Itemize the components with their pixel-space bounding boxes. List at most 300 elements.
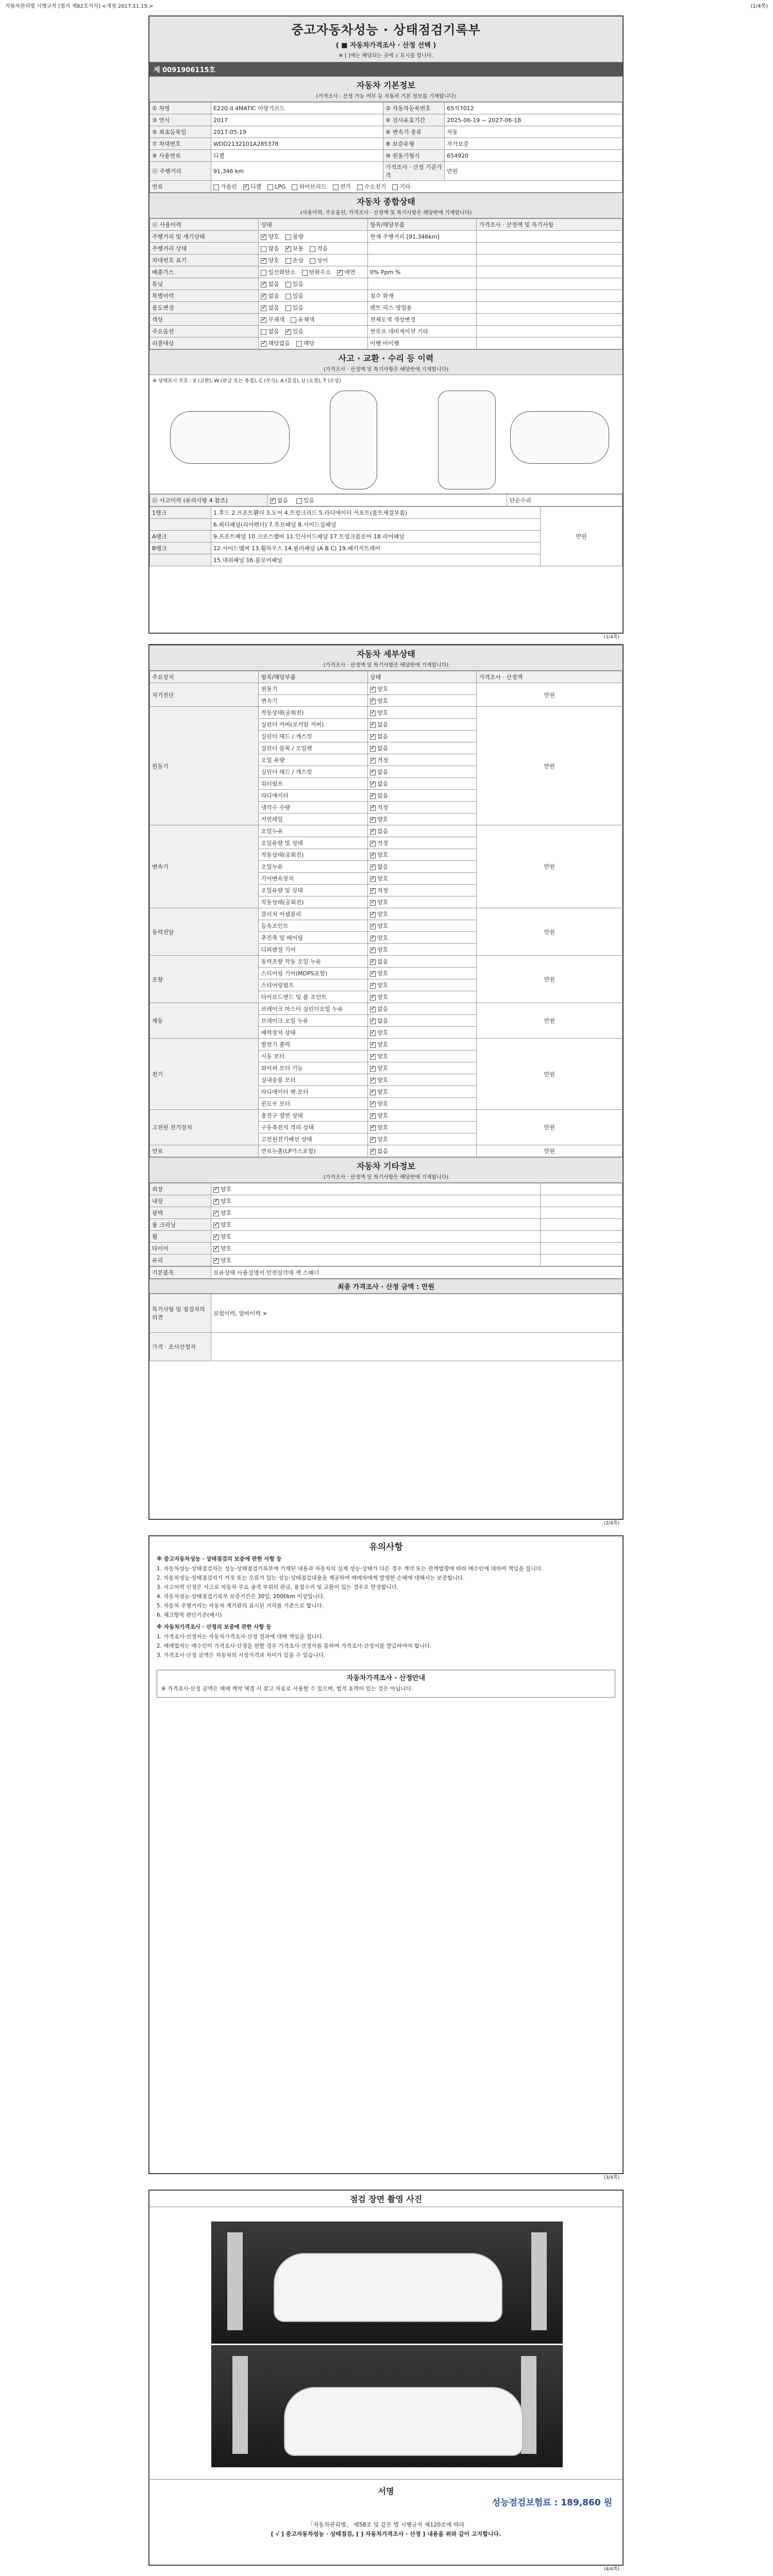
detail-status: 양호 xyxy=(377,1112,389,1119)
total-title: 최종 가격조사 · 산정 금액 xyxy=(337,1283,414,1291)
summary-checkbox[interactable] xyxy=(310,258,315,264)
detail-checkbox[interactable] xyxy=(370,853,376,858)
detail-checkbox[interactable] xyxy=(370,1030,376,1036)
sign-title: 서명 xyxy=(378,2486,394,2496)
summary-checkbox[interactable] xyxy=(296,341,302,347)
summary-head: 상태 xyxy=(259,219,367,231)
basic-row xyxy=(150,162,623,181)
fuel-label: 디젤 xyxy=(250,183,262,190)
rank2-items: 6.쿼터패널(리어펜더) 7.루프패널 8.사이드실패널 xyxy=(211,519,541,531)
detail-item: 동력조향 작동 오일 누유 xyxy=(259,956,367,968)
detail-status: 없음 xyxy=(377,1006,389,1012)
summary-head: 항목/해당부품 xyxy=(367,219,476,231)
detail-row: 변속기 오일누유 ✓ 없음 만원 xyxy=(150,825,623,837)
other-status: 양호 xyxy=(221,1186,232,1193)
accident-section-header xyxy=(149,349,623,375)
detail-checkbox[interactable] xyxy=(370,995,376,1001)
detail-checkbox[interactable] xyxy=(370,983,376,989)
detail-checkbox[interactable] xyxy=(370,1066,376,1072)
notice-title: 유의사항 xyxy=(369,1542,403,1552)
summary-option: 없음 xyxy=(268,293,279,299)
detail-row: 조향 동력조향 작동 오일 누유 ✓ 없음 만원 xyxy=(150,956,623,968)
detail-item: 와이퍼 모터 기능 xyxy=(259,1062,367,1074)
fuel-checkbox[interactable] xyxy=(357,184,363,190)
detail-checkbox[interactable] xyxy=(370,1125,376,1131)
summary-checkbox[interactable] xyxy=(261,270,266,276)
page-number-3: (3/4쪽) xyxy=(603,2175,619,2180)
detail-status: 적정 xyxy=(377,840,389,846)
detail-status: 없음 xyxy=(377,828,389,835)
detail-status: 양호 xyxy=(377,709,389,716)
summary-extra: 전체도색 색상변경 xyxy=(367,314,476,326)
b-rank-label: B랭크 xyxy=(150,543,211,554)
summary-extra: 썬루프 네비게이션 기타 xyxy=(367,326,476,337)
other-checkbox[interactable] xyxy=(213,1234,219,1240)
other-table xyxy=(149,1183,623,1266)
page-2 xyxy=(148,644,624,1526)
notice-item-2: 3. 가격조사·산정 금액은 자동차의 시장가격과 차이가 있을 수 있습니다. xyxy=(157,1652,326,1658)
detail-status: 양호 xyxy=(377,875,389,882)
summary-checkbox[interactable] xyxy=(291,317,296,323)
summary-checkbox[interactable] xyxy=(302,270,308,276)
notice-block xyxy=(149,1536,623,1701)
detail-status: 없음 xyxy=(377,781,389,787)
fuel-checkbox[interactable] xyxy=(292,184,297,190)
detail-checkbox[interactable] xyxy=(370,936,376,941)
detail-item: 오일유량 및 상태 xyxy=(259,885,367,896)
detail-row: 원동기 작동상태(공회전) ✓ 양호 만원 xyxy=(150,707,623,719)
summary-checkbox[interactable] xyxy=(285,306,291,311)
detail-checkbox[interactable] xyxy=(370,710,376,716)
summary-checkbox[interactable] xyxy=(261,306,266,311)
basic-row xyxy=(150,103,623,114)
summary-extra xyxy=(367,278,476,290)
fuel-label: LPG xyxy=(275,183,286,190)
summary-option: 보통 xyxy=(292,245,304,252)
other-key: 타이어 xyxy=(150,1243,211,1255)
summary-extra xyxy=(367,243,476,255)
accident-table xyxy=(149,494,623,506)
page-3 xyxy=(148,1535,624,2180)
detail-checkbox[interactable] xyxy=(370,1007,376,1012)
detail-checkbox[interactable] xyxy=(370,817,376,823)
detail-item: 작동상태(공회전) xyxy=(259,849,367,861)
record-number: 제 0091906115호 xyxy=(149,62,623,76)
detail-row: 자기진단 원동기 ✓ 양호 만원 xyxy=(150,683,623,695)
detail-item: 스티어링펌프 xyxy=(259,979,367,991)
detail-checkbox[interactable] xyxy=(370,912,376,918)
basic-value-2: 자가보증 xyxy=(445,138,623,150)
summary-checkbox[interactable] xyxy=(310,246,315,252)
detail-status: 양호 xyxy=(377,982,389,989)
detail-status: 양호 xyxy=(377,911,389,918)
page-1 xyxy=(148,15,624,640)
basic-key-2: ⑩ 원동기형식 xyxy=(383,150,445,162)
other-checkbox[interactable] xyxy=(213,1223,219,1228)
special-label: 특기사항 및 점검자의 의견 xyxy=(150,1294,211,1333)
summary-head: ⑪ 사용이력 xyxy=(150,219,259,231)
basic-key-2: ⑧ 보증유형 xyxy=(383,138,445,150)
summary-option: 양호 xyxy=(268,233,279,240)
detail-checkbox[interactable] xyxy=(370,959,376,965)
summary-option: 일산화탄소 xyxy=(268,269,296,276)
detail-checkbox[interactable] xyxy=(370,1019,376,1024)
basic-key-2: ② 자동차등록번호 xyxy=(383,103,445,114)
summary-option: 손상 xyxy=(292,257,304,264)
basic-key: ⑤ 최초등록일 xyxy=(150,126,211,138)
summary-checkbox[interactable] xyxy=(285,329,291,335)
accident-sub: (가격조사 · 산정액 및 특기사항은 해당란에 기재합니다) xyxy=(323,367,449,372)
insurance-fee: 성능점검보험료 : 189,860 원 xyxy=(492,2498,612,2508)
detail-checkbox[interactable] xyxy=(370,1090,376,1095)
detail-title: 자동차 세부상태 xyxy=(357,649,415,659)
detail-item: 배력장치 상태 xyxy=(259,1027,367,1039)
detail-group: 제동 xyxy=(150,1003,259,1039)
detail-checkbox[interactable] xyxy=(370,865,376,870)
summary-option: 해당없음 xyxy=(268,340,290,347)
detail-item: 타이로드엔드 및 볼 조인트 xyxy=(259,991,367,1003)
b-rank-items: 12.사이드멤버 13.휠하우스 14.필러패널 (A B C) 19.패키지트레이 xyxy=(211,543,541,554)
other-key: 광택 xyxy=(150,1207,211,1219)
detail-group: 연료 xyxy=(150,1145,259,1157)
summary-checkbox[interactable] xyxy=(261,282,266,287)
detail-item: 스티어링 기어(MDPS포함) xyxy=(259,968,367,979)
summary-option: 있음 xyxy=(292,293,304,299)
basic-value: 91,346 km xyxy=(211,162,383,181)
c-rank-items: 15.대쉬패널 16.플로어패널 xyxy=(211,554,541,566)
other-row xyxy=(150,1243,623,1255)
summary-option: 탄화수소 xyxy=(309,269,331,276)
fuel-checkbox[interactable] xyxy=(243,184,249,190)
basic-key: ⑨ 사용연료 xyxy=(150,150,211,162)
detail-section-header xyxy=(149,645,623,671)
detail-item: 등속조인트 xyxy=(259,920,367,932)
detail-checkbox[interactable] xyxy=(370,782,376,787)
detail-row: 동력전달 클러치 어셈블리 ✓ 양호 만원 xyxy=(150,908,623,920)
summary-row xyxy=(150,278,623,290)
other-status: 양호 xyxy=(221,1198,232,1205)
detail-status: 양호 xyxy=(377,946,389,953)
doc-title: 중고자동차성능 · 상태점검기록부 xyxy=(291,23,481,37)
basic-value-2: 2025-06-19 ~ 2027-06-18 xyxy=(445,114,623,126)
basic-value: 2017-05-19 xyxy=(211,126,383,138)
detail-checkbox[interactable] xyxy=(370,1137,376,1143)
summary-checkbox[interactable] xyxy=(261,329,266,335)
detail-item: 오일누유 xyxy=(259,861,367,873)
basic-value: 2017 xyxy=(211,114,383,126)
declaration-line-1: 「자동차관리법」 제58조 및 같은 법 시행규칙 제120조에 따라 xyxy=(307,2521,465,2528)
history-none-checkbox[interactable] xyxy=(270,498,276,504)
page-count: (1/4쪽) xyxy=(750,4,768,9)
car-side-left xyxy=(170,411,290,464)
detail-checkbox[interactable] xyxy=(370,699,376,704)
page-4 xyxy=(148,2190,624,2572)
summary-row xyxy=(150,255,623,266)
detail-group: 전기 xyxy=(150,1039,259,1110)
detail-checkbox[interactable] xyxy=(370,746,376,752)
summary-row xyxy=(150,326,623,337)
detail-status: 양호 xyxy=(377,970,389,977)
summary-option: 유채색 xyxy=(298,316,315,323)
other-row xyxy=(150,1207,623,1219)
summary-option: 해당 xyxy=(303,340,315,347)
summary-key: 용도변경 xyxy=(150,302,259,314)
summary-option: 적음 xyxy=(317,245,328,252)
fuel-checkbox[interactable] xyxy=(213,184,219,190)
basic-row xyxy=(150,150,623,162)
inspector-label: 가격 · 조사산정자 xyxy=(150,1333,211,1361)
other-sub: (가격조사 · 산정액 및 특기사항은 해당란에 기재합니다) xyxy=(323,1175,449,1180)
detail-status: 양호 xyxy=(377,1029,389,1036)
other-checkbox[interactable] xyxy=(213,1199,219,1205)
detail-item: 오일유량 및 상태 xyxy=(259,837,367,849)
detail-status: 양호 xyxy=(377,1041,389,1048)
summary-option: 없음 xyxy=(268,281,279,287)
declaration-line-2: [ √ ] 중고자동차성능 · 상태점검, [ ] 자동차가격조사 · 산정 ] 내용을 위와 같이 고지합니다. xyxy=(271,2531,501,2537)
doc-header xyxy=(149,16,623,62)
summary-row xyxy=(150,266,623,278)
notice-h3: 자동차가격조사 · 산정안내 xyxy=(346,1674,426,1682)
detail-status: 없음 xyxy=(377,958,389,965)
detail-status: 적정 xyxy=(377,757,389,764)
photos-title: 점검 장면 촬영 사진 xyxy=(349,2194,423,2204)
summary-option: 불량 xyxy=(292,233,304,240)
history-label: ⑫ 사고이력 (유의사항 4 참조) xyxy=(150,495,268,506)
other-checkbox[interactable] xyxy=(213,1211,219,1216)
detail-item: 기어변속장치 xyxy=(259,873,367,885)
detail-status: 없음 xyxy=(377,769,389,775)
summary-table xyxy=(149,218,623,349)
summary-checkbox[interactable] xyxy=(337,270,343,276)
detail-status: 없음 xyxy=(377,792,389,799)
detail-item: 브레이크 오일 누유 xyxy=(259,1015,367,1027)
detail-item: 고전원전기배선 상태 xyxy=(259,1133,367,1145)
detail-status: 양호 xyxy=(377,1136,389,1143)
summary-checkbox[interactable] xyxy=(285,246,291,252)
detail-checkbox[interactable] xyxy=(370,770,376,775)
summary-key: 색상 xyxy=(150,314,259,326)
history-options xyxy=(268,495,507,506)
summary-extra: 0% Ppm % xyxy=(367,266,476,278)
summary-checkbox[interactable] xyxy=(261,234,266,240)
detail-checkbox[interactable] xyxy=(370,876,376,882)
other-status: 양호 xyxy=(221,1222,232,1228)
detail-status: 적정 xyxy=(377,804,389,811)
detail-status: 양호 xyxy=(377,816,389,823)
car-diagram xyxy=(149,385,623,494)
detail-group: 조향 xyxy=(150,956,259,1003)
detail-status: 양호 xyxy=(377,899,389,906)
notice-item: 1. 자동차성능·상태점검자는 성능·상태점검기록부에 기재된 내용과 자동차의 실제 성능·상태가 다른 경우 계약 또는 관계법령에 따라 매수인에 대하여 책임을 집니다. xyxy=(157,1566,543,1572)
doc-note: ※ [ ]에는 해당되는 곳에 √ 표시를 합니다. xyxy=(339,53,433,59)
notice-box xyxy=(157,1670,615,1698)
summary-option: 없음 xyxy=(268,328,279,335)
basic-row xyxy=(150,114,623,126)
other-row xyxy=(150,1195,623,1207)
special-text: 보험이력, 압바이력 × xyxy=(211,1294,623,1333)
page-number-1: (1/4쪽) xyxy=(603,635,619,640)
inspection-photo-2 xyxy=(211,2345,563,2467)
detail-checkbox[interactable] xyxy=(370,1078,376,1083)
detail-checkbox[interactable] xyxy=(370,841,376,846)
other-row xyxy=(150,1219,623,1231)
rank1-label: 1랭크 xyxy=(150,507,211,519)
basic-key-2: ⑥ 변속기 종류 xyxy=(383,126,445,138)
summary-checkbox[interactable] xyxy=(285,234,291,240)
detail-checkbox[interactable] xyxy=(370,734,376,740)
detail-item: 라디에이터 팬 모터 xyxy=(259,1086,367,1098)
summary-checkbox[interactable] xyxy=(261,246,266,252)
summary-checkbox[interactable] xyxy=(285,282,291,287)
summary-checkbox[interactable] xyxy=(285,294,291,299)
detail-group: 고전원 전기장치 xyxy=(150,1110,259,1145)
detail-checkbox[interactable] xyxy=(370,971,376,977)
summary-option: 없음 xyxy=(268,304,279,311)
detail-item: 변속기 xyxy=(259,695,367,707)
rank1-items: 1.후드 2.프론트휀더 3.도어 4.트렁크리드 5.라디에이터 서포트(볼트체결부품) xyxy=(211,507,541,519)
detail-status: 양호 xyxy=(377,1065,389,1072)
other-checkbox[interactable] xyxy=(213,1258,219,1264)
summary-row xyxy=(150,337,623,349)
other-row xyxy=(150,1231,623,1243)
accident-legend: ※ 상태표시 부호 : X (교환), W (판금 또는 용접), C (부식), A (흠집), U (요철), T (손상) xyxy=(153,378,341,384)
detail-status: 양호 xyxy=(377,1077,389,1083)
detail-item: 실린더 헤드 / 개스킷 xyxy=(259,731,367,742)
detail-item: 구동축전지 격리 상태 xyxy=(259,1122,367,1133)
photos-header xyxy=(149,2191,623,2207)
other-key: 외장 xyxy=(150,1183,211,1195)
detail-item: 냉각수 수량 xyxy=(259,802,367,814)
page-number-4: (4/4쪽) xyxy=(603,2567,619,2572)
detail-status: 적정 xyxy=(377,887,389,894)
detail-checkbox[interactable] xyxy=(370,924,376,929)
detail-item: 실린더 헤드 / 개스킷 xyxy=(259,766,367,778)
other-checkbox[interactable] xyxy=(213,1187,219,1193)
summary-checkbox[interactable] xyxy=(261,258,266,264)
summary-key: 특별이력 xyxy=(150,290,259,302)
summary-checkbox[interactable] xyxy=(261,294,266,299)
notice-list-1 xyxy=(157,1565,615,1619)
detail-checkbox[interactable] xyxy=(370,829,376,835)
detail-sub: (가격조사 · 산정액 및 특기사항은 해당란에 기재합니다) xyxy=(323,663,449,668)
summary-checkbox[interactable] xyxy=(285,258,291,264)
detail-checkbox[interactable] xyxy=(370,1113,376,1119)
history-none-label: 없음 xyxy=(277,497,289,504)
basic-title: 자동차 기본정보 xyxy=(357,80,415,90)
detail-checkbox[interactable] xyxy=(370,793,376,799)
detail-group: 자기진단 xyxy=(150,683,259,707)
fuel-checkbox[interactable] xyxy=(392,184,398,190)
other-key: 룸 크리닝 xyxy=(150,1219,211,1231)
detail-item: 오일누유 xyxy=(259,825,367,837)
detail-row: 전기 발전기 출력 ✓ 양호 만원 xyxy=(150,1039,623,1050)
basic-sub: (가격조사 · 산정 가능 여부 등 자동차 기본 정보를 기재합니다) xyxy=(316,94,456,99)
fuel-label: 가솔린 xyxy=(221,183,237,190)
detail-checkbox[interactable] xyxy=(370,1054,376,1060)
summary-head: 가격조사 · 산정액 및 특기사항 xyxy=(477,219,623,231)
summary-row xyxy=(150,302,623,314)
detail-checkbox[interactable] xyxy=(370,805,376,811)
detail-checkbox[interactable] xyxy=(370,947,376,953)
detail-group: 변속기 xyxy=(150,825,259,908)
history-yes-checkbox[interactable] xyxy=(296,498,302,504)
summary-row xyxy=(150,290,623,302)
summary-key: 주행거리 및 계기상태 xyxy=(150,231,259,243)
summary-option: 양호 xyxy=(268,257,279,264)
notice-item-2: 2. 매매업자는 매수인이 가격조사·산정을 원할 경우 가격조사·산정자를 통하여 가격조사·산정서를 발급하여야 합니다. xyxy=(157,1643,432,1649)
detail-status: 양호 xyxy=(377,1124,389,1131)
detail-status: 없음 xyxy=(377,863,389,870)
other-row xyxy=(150,1183,623,1195)
basic-row xyxy=(150,138,623,150)
summary-option: 무채색 xyxy=(268,316,285,323)
detail-checkbox[interactable] xyxy=(370,722,376,728)
detail-checkbox[interactable] xyxy=(370,1042,376,1048)
notice-h1: ※ 중고자동차성능 · 상태점검의 보증에 관한 사항 등 xyxy=(157,1556,282,1562)
other-key: 유리 xyxy=(150,1255,211,1266)
top-bar xyxy=(0,0,773,9)
detail-item: 연료누출(LP가스포함) xyxy=(259,1145,367,1157)
summary-row xyxy=(150,314,623,326)
basic-items: 보유상태 사용설명서 안전삼각대 잭 스패너 xyxy=(211,1267,623,1279)
detail-group: 동력전달 xyxy=(150,908,259,956)
summary-key: 차대번호 표기 xyxy=(150,255,259,266)
fuel-checkbox[interactable] xyxy=(267,184,273,190)
detail-item: 시동 모터 xyxy=(259,1050,367,1062)
total-header: 최종 가격조사 · 산정 금액 : 만원 xyxy=(149,1279,623,1294)
detail-checkbox[interactable] xyxy=(370,758,376,764)
declaration xyxy=(149,2520,623,2539)
basic-value: WDD2132101A285378 xyxy=(211,138,383,150)
basic-items-table: 기본품목 보유상태 사용설명서 안전삼각대 잭 스패너 xyxy=(149,1266,623,1279)
detail-status: 없음 xyxy=(377,733,389,740)
notice-item: 2. 자동차성능·상태점검자가 거짓 또는 오류가 있는 성능·상태점검내용을 제공하여 매매자에게 발생한 손해에 대해서는 보증합니다. xyxy=(157,1575,465,1581)
other-status: 양호 xyxy=(221,1245,232,1252)
summary-checkbox[interactable] xyxy=(261,341,266,347)
other-checkbox[interactable] xyxy=(213,1246,219,1252)
detail-status: 없음 xyxy=(377,1148,389,1155)
other-status: 양호 xyxy=(221,1257,232,1264)
basic-key-2: 가격조사 · 산정 기준가격 xyxy=(383,162,445,181)
detail-row: 제동 브레이크 마스터 실린더오일 누유 ✓ 없음 만원 xyxy=(150,1003,623,1015)
a-rank-label: A랭크 xyxy=(150,531,211,543)
detail-item: 추진축 및 베어링 xyxy=(259,932,367,944)
fuel-label: 기타 xyxy=(399,183,411,190)
basic-value: 디젤 xyxy=(211,150,383,162)
detail-item: 윈도우 모터 xyxy=(259,1098,367,1110)
notice-h2: ※ 자동차가격조사 · 산정의 보증에 관한 사항 등 xyxy=(157,1624,272,1630)
summary-checkbox[interactable] xyxy=(261,317,266,323)
fuel-checkbox[interactable] xyxy=(333,184,339,190)
summary-extra: 이행 미이행 xyxy=(367,337,476,349)
summary-section-header xyxy=(149,193,623,218)
detail-checkbox[interactable] xyxy=(370,888,376,894)
notice-item: 3. 사고이력 인정은 사고로 자동차 주요 골격 부위의 판금, 용접수리 및 교환이 있는 경우로 한정합니다. xyxy=(157,1584,399,1590)
repair-label: 단순수리 xyxy=(507,495,623,506)
detail-item: 작동상태(공회전) xyxy=(259,707,367,719)
summary-key: 주요옵션 xyxy=(150,326,259,337)
detail-status: 없음 xyxy=(377,745,389,752)
detail-item: 오일 유량 xyxy=(259,754,367,766)
basic-key: ③ 연식 xyxy=(150,114,211,126)
basic-value-2: 654920 xyxy=(445,150,623,162)
detail-checkbox[interactable] xyxy=(370,1101,376,1107)
detail-checkbox[interactable] xyxy=(370,900,376,906)
total-value: 만원 xyxy=(421,1283,434,1291)
other-status: 양호 xyxy=(221,1233,232,1240)
detail-checkbox[interactable] xyxy=(370,1149,376,1155)
detail-checkbox[interactable] xyxy=(370,687,376,692)
